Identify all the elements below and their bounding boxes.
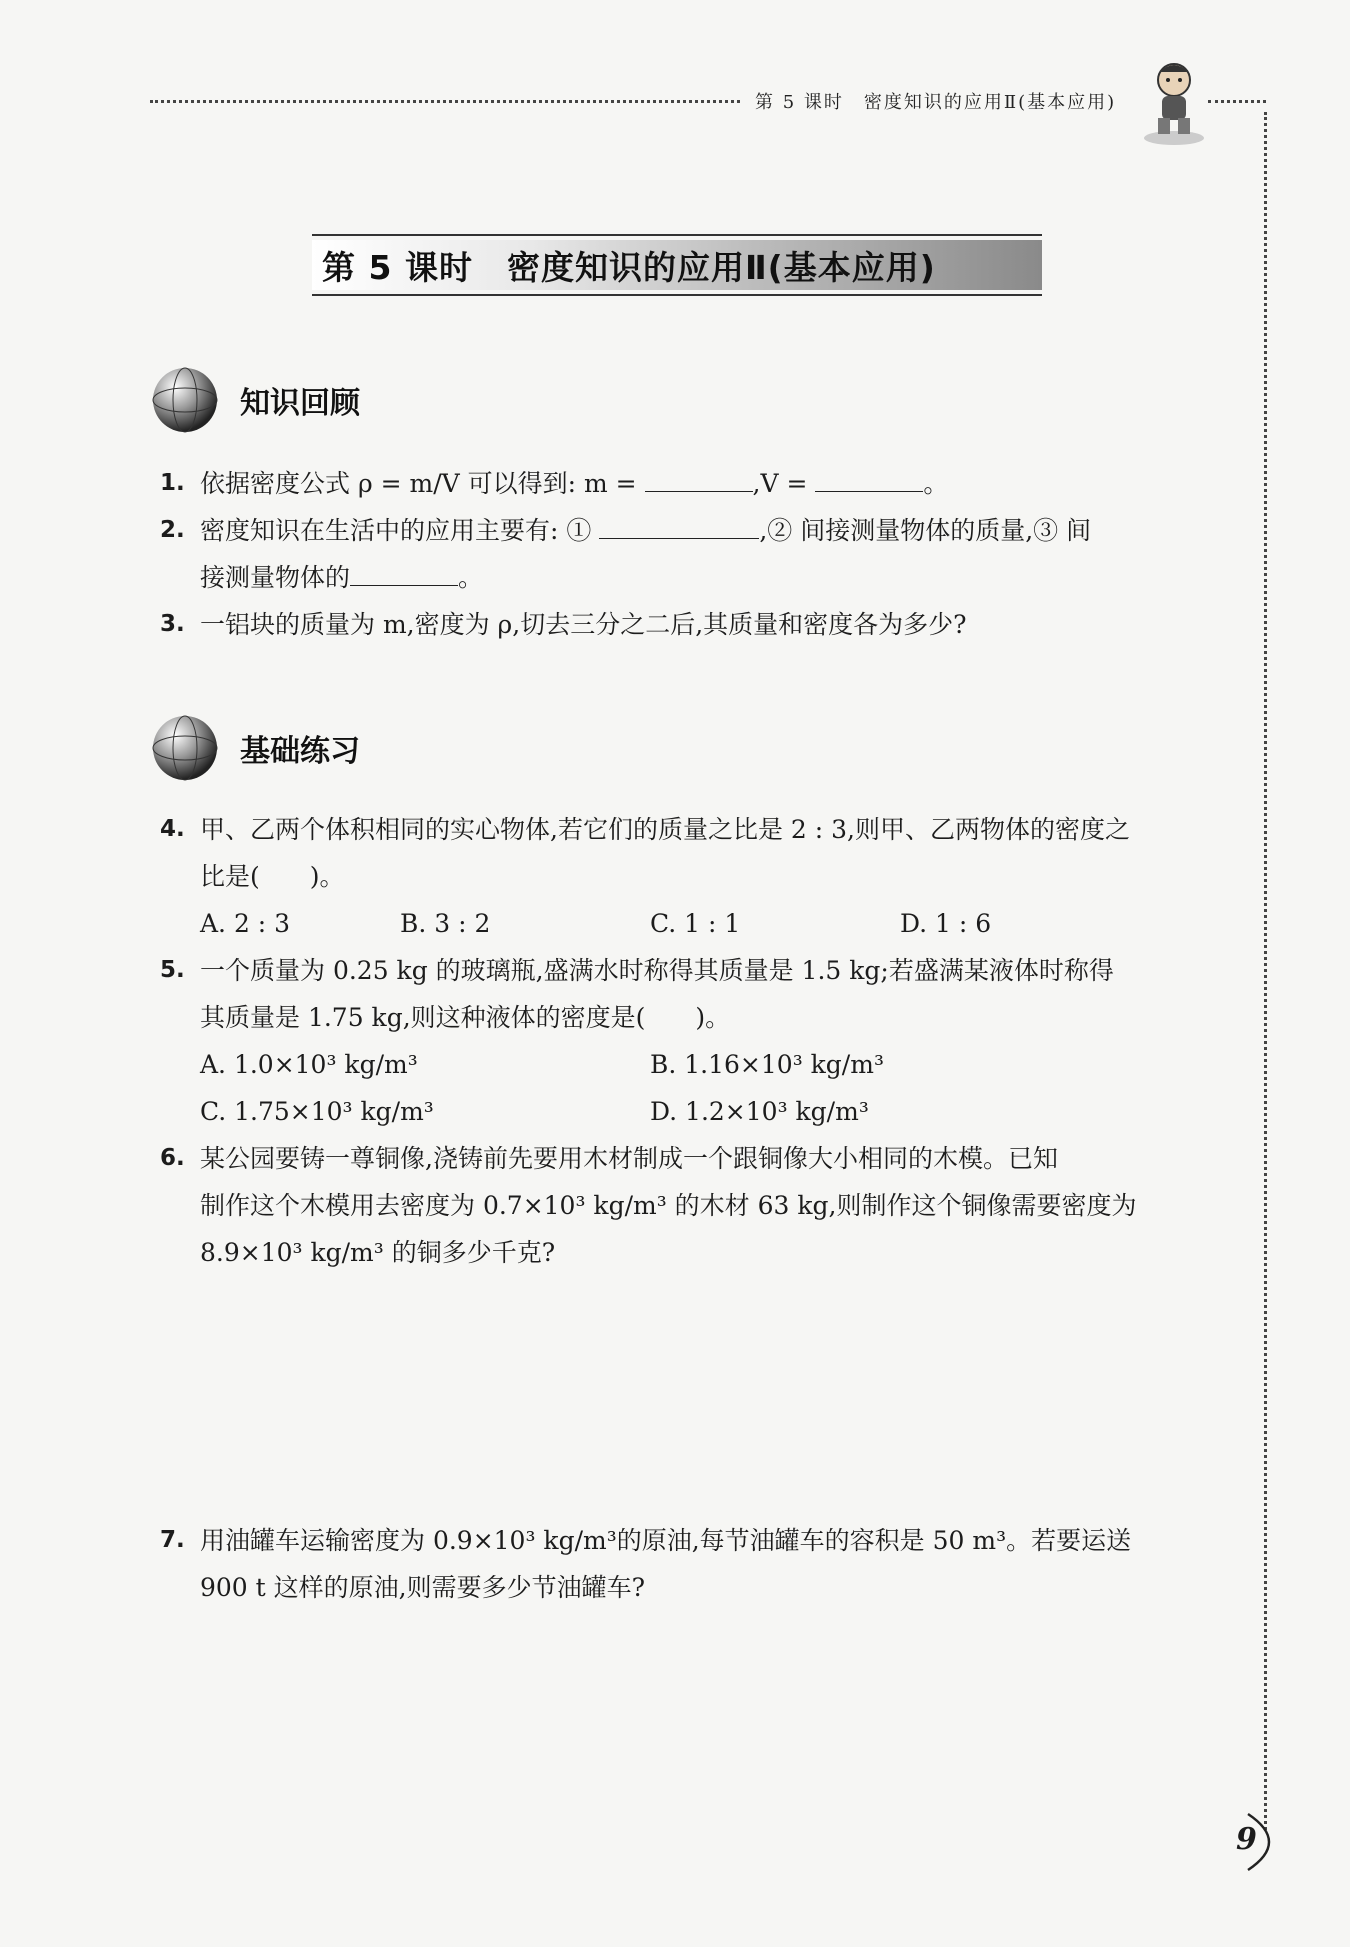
running-header: 第 5 课时 密度知识的应用Ⅱ(基本应用): [755, 92, 1117, 113]
cartoon-boy-icon: [1138, 58, 1210, 148]
question-text: 一个质量为 0.25 kg 的玻璃瓶,盛满水时称得其质量是 1.5 kg;若盛满某液体时称得: [200, 956, 1114, 985]
question-number: 3.: [160, 611, 185, 637]
question-2: [160, 507, 1210, 601]
question-text: 密度知识在生活中的应用主要有: ①: [200, 516, 600, 545]
option-a[interactable]: A. 2 : 3: [200, 909, 291, 938]
globe-sphere-icon: [150, 713, 220, 783]
option-b[interactable]: B. 1.16×10³ kg/m³: [650, 1050, 884, 1079]
question-3: [160, 601, 1210, 648]
lesson-title-banner: [312, 234, 1042, 296]
question-text: 某公园要铸一尊铜像,浇铸前先要用木材制成一个跟铜像大小相同的木模。已知: [200, 1144, 1058, 1173]
globe-sphere-icon: [150, 365, 220, 435]
answer-blank[interactable]: [350, 559, 458, 586]
question-number: 4.: [160, 816, 185, 842]
section-knowledge-review: [150, 360, 360, 440]
question-text: 甲、乙两个体积相同的实心物体,若它们的质量之比是 2 : 3,则甲、乙两物体的密度之: [200, 815, 1130, 844]
option-a[interactable]: A. 1.0×10³ kg/m³: [200, 1050, 418, 1079]
question-text: 其质量是 1.75 kg,则这种液体的密度是( )。: [200, 1003, 731, 1032]
question-1: [160, 460, 1210, 507]
page-number-bracket: [1218, 1812, 1298, 1872]
option-d[interactable]: D. 1.2×10³ kg/m³: [650, 1097, 869, 1126]
question-text: 900 t 这样的原油,则需要多少节油罐车?: [200, 1573, 646, 1602]
lesson-title: 第 5 课时 密度知识的应用Ⅱ(基本应用): [322, 247, 936, 287]
answer-blank[interactable]: [599, 512, 759, 539]
page-number: 9: [1236, 1822, 1257, 1857]
question-5: [160, 947, 1210, 1041]
question-number: 2.: [160, 517, 185, 543]
question-text: 依据密度公式 ρ = m/V 可以得到: m =: [200, 469, 645, 498]
section-title: 基础练习: [240, 734, 360, 769]
header-dotted-rule: [150, 100, 740, 103]
section-basic-practice: [150, 708, 360, 788]
question-text: 8.9×10³ kg/m³ 的铜多少千克?: [200, 1238, 556, 1267]
question-number: 5.: [160, 957, 185, 983]
question-text: 。: [458, 563, 484, 592]
option-c[interactable]: C. 1.75×10³ kg/m³: [200, 1097, 434, 1126]
question-number: 7.: [160, 1527, 185, 1553]
question-6: [160, 1135, 1210, 1276]
question-text: 用油罐车运输密度为 0.9×10³ kg/m³的原油,每节油罐车的容积是 50 m³。若要运送: [200, 1526, 1132, 1555]
question-number: 1.: [160, 470, 185, 496]
option-c[interactable]: C. 1 : 1: [650, 909, 741, 938]
question-text: 制作这个木模用去密度为 0.7×10³ kg/m³ 的木材 63 kg,则制作这个铜像需要密度为: [200, 1191, 1137, 1220]
margin-dotted-rule: [1264, 112, 1267, 1830]
question-4: [160, 806, 1210, 900]
option-b[interactable]: B. 3 : 2: [400, 909, 491, 938]
question-text: 接测量物体的: [200, 563, 351, 592]
question-text: 比是( )。: [200, 862, 345, 891]
header-dotted-rule-right: [1208, 100, 1266, 103]
question-text: 一铝块的质量为 m,密度为 ρ,切去三分之二后,其质量和密度各为多少?: [200, 610, 967, 639]
question-text: 。: [923, 469, 949, 498]
question-7: [160, 1517, 1210, 1611]
question-number: 6.: [160, 1145, 185, 1171]
section-title: 知识回顾: [240, 386, 360, 421]
option-d[interactable]: D. 1 : 6: [900, 909, 992, 938]
answer-blank[interactable]: [815, 465, 923, 492]
answer-blank[interactable]: [645, 465, 753, 492]
question-text: ,V =: [752, 469, 816, 498]
question-text: ,② 间接测量物体的质量,③ 间: [759, 516, 1092, 545]
